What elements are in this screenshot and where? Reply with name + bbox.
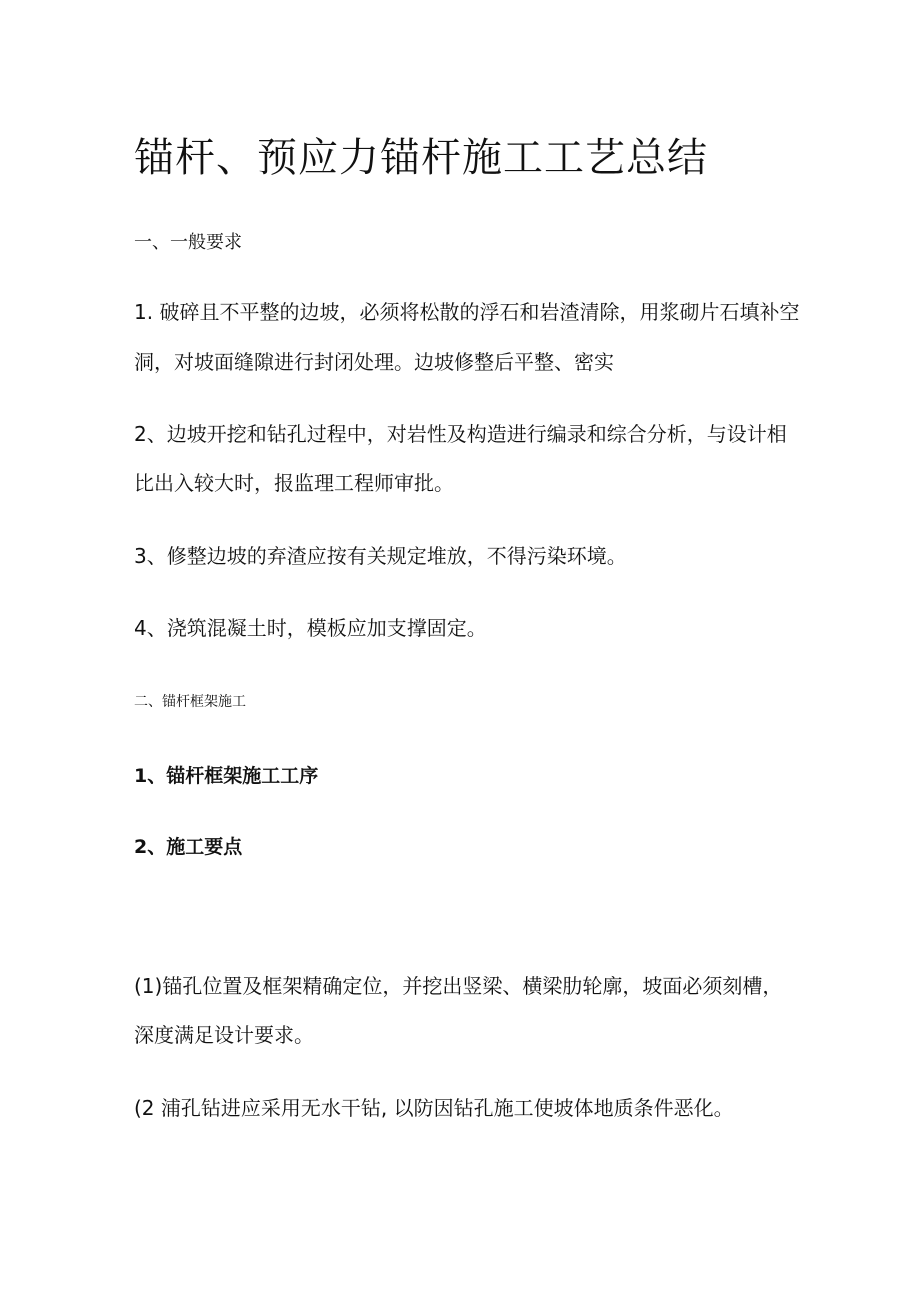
point-2: (2 浦孔钻进应采用无水干钻, 以防因钻孔施工使坡体地质条件恶化。: [134, 1096, 734, 1120]
item-4: 4、浇筑混凝土时，模板应加支撑固定。: [134, 616, 487, 640]
document-title: 锚杆、预应力锚杆施工工艺总结: [134, 135, 708, 181]
item-3: 3、修整边坡的弃渣应按有关规定堆放，不得污染环境。: [134, 544, 627, 568]
item-1-line-1: 1. 破碎且不平整的边坡，必须将松散的浮石和岩渣清除，用浆砌片石填补空: [134, 300, 800, 324]
subsection-2-heading: 2、施工要点: [134, 836, 243, 858]
item-1-line-2: 洞，对坡面缝隙进行封闭处理。边坡修整后平整、密实: [134, 350, 614, 374]
subsection-1-heading: 1、锚杆框架施工工序: [134, 765, 319, 787]
point-1-line-1: (1)锚孔位置及框架精确定位，并挖出竖梁、横梁肋轮廓，坡面必须刻槽，: [134, 974, 783, 998]
section-2-heading: 二、锚杆框架施工: [134, 694, 246, 710]
item-2-line-1: 2、边坡开挖和钻孔过程中，对岩性及构造进行编录和综合分析，与设计相: [134, 422, 787, 446]
point-1-line-2: 深度满足设计要求。: [134, 1023, 314, 1047]
item-2-line-2: 比出入较大时，报监理工程师审批。: [134, 471, 454, 495]
section-1-heading: 一、一般要求: [134, 232, 242, 253]
